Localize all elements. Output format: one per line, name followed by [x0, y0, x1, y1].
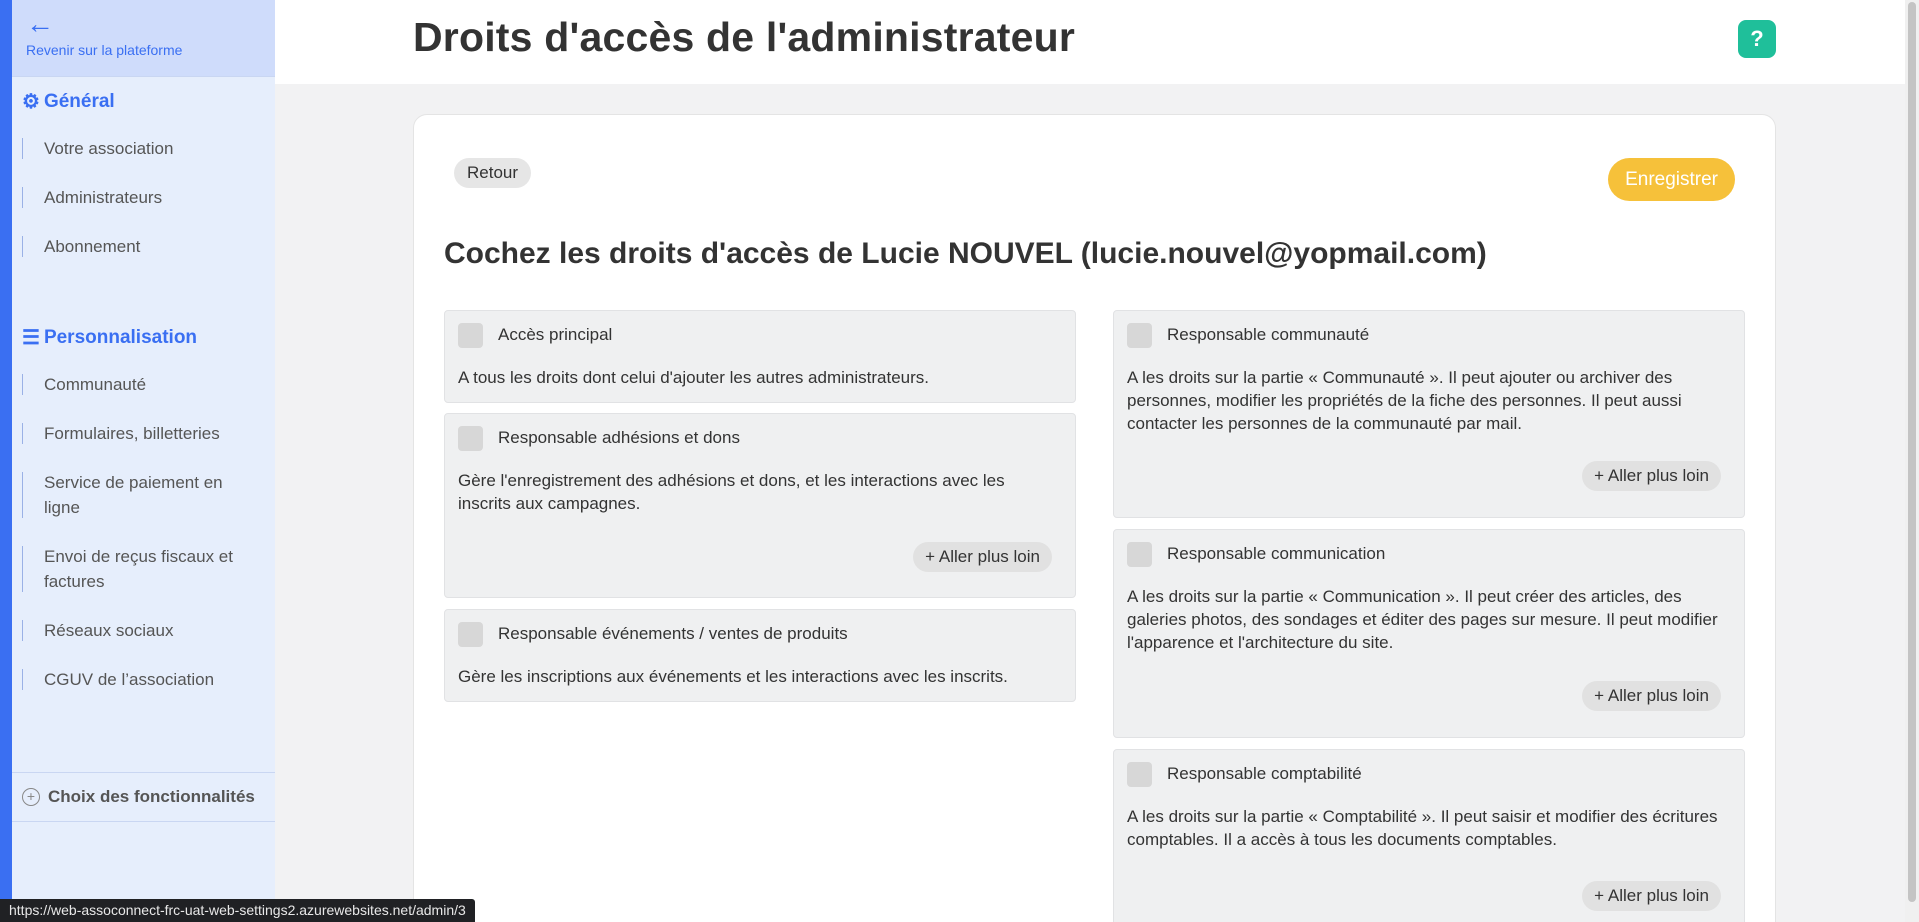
permission-title: Accès principal — [498, 325, 613, 344]
save-button[interactable]: Enregistrer — [1608, 158, 1735, 201]
permission-description: Gère les inscriptions aux événements et les interactions avec les inscrits. — [458, 667, 1008, 686]
permissions-heading: Cochez les droits d'accès de Lucie NOUVEL (lucie.nouvel@yopmail.com) — [444, 237, 1487, 270]
aller-plus-loin-button[interactable]: + Aller plus loin — [913, 542, 1052, 572]
permission-acces-principal — [444, 310, 1076, 403]
permission-description: A les droits sur la partie « Communication ». Il peut créer des articles, des galeries photos, des sondages et éditer des pages sur mesure. Il peut modifier l'apparence et l'architecture du site. — [1127, 587, 1718, 652]
sidebar-item-reseaux-sociaux[interactable]: Réseaux sociaux — [12, 606, 275, 655]
permission-comptabilite — [1113, 749, 1745, 922]
permission-title: Responsable adhésions et dons — [498, 428, 740, 447]
permissions-card — [413, 114, 1776, 922]
choix-fonctionnalites-label: Choix des fonctionnalités — [48, 787, 255, 806]
sidebar-item-votre-association[interactable]: Votre association — [12, 124, 275, 173]
permission-adhesions-dons — [444, 413, 1076, 598]
sidebar — [0, 0, 275, 922]
personnalisation-nav-list — [12, 360, 275, 704]
permission-title: Responsable comptabilité — [1167, 764, 1362, 783]
permission-communication — [1113, 529, 1745, 738]
sidebar-item-communaute[interactable]: Communauté — [12, 360, 275, 409]
sidebar-item-recus-fiscaux[interactable]: Envoi de reçus fiscaux et factures — [12, 532, 275, 606]
permission-title: Responsable événements / ventes de produits — [498, 624, 848, 643]
permission-checkbox[interactable] — [1127, 762, 1152, 787]
plus-circle-icon: + — [22, 788, 40, 806]
permission-checkbox[interactable] — [1127, 323, 1152, 348]
browser-status-url: https://web-assoconnect-frc-uat-web-settings2.azurewebsites.net/admin/3 — [0, 899, 475, 922]
list-icon: ☰ — [22, 327, 40, 349]
permission-evenements-ventes — [444, 609, 1076, 702]
permission-title: Responsable communauté — [1167, 325, 1370, 344]
scrollbar-thumb[interactable] — [1908, 2, 1916, 902]
general-nav-list — [12, 124, 275, 271]
page-header — [275, 0, 1919, 84]
permission-description: A les droits sur la partie « Comptabilité ». Il peut saisir et modifier des écritures comptables. Il a accès à tous les documents comptables. — [1127, 807, 1718, 849]
section-general-label: Général — [43, 90, 115, 112]
permission-checkbox[interactable] — [458, 622, 483, 647]
aller-plus-loin-button[interactable]: + Aller plus loin — [1582, 461, 1721, 491]
sidebar-item-service-paiement[interactable]: Service de paiement en ligne — [12, 458, 275, 532]
section-personnalisation-label: Personnalisation — [43, 326, 198, 348]
permission-communaute — [1113, 310, 1745, 518]
gear-icon: ⚙ — [22, 91, 40, 113]
sidebar-item-abonnement[interactable]: Abonnement — [12, 222, 275, 271]
permission-checkbox[interactable] — [1127, 542, 1152, 567]
back-to-platform-label: Revenir sur la plateforme — [26, 42, 183, 58]
section-general-title[interactable] — [12, 89, 275, 114]
sidebar-item-administrateurs[interactable]: Administrateurs — [12, 173, 275, 222]
section-personnalisation-title[interactable] — [12, 325, 275, 350]
arrow-left-icon: ← — [26, 8, 54, 39]
permission-checkbox[interactable] — [458, 323, 483, 348]
back-to-platform-link[interactable] — [12, 0, 275, 77]
sidebar-item-formulaires[interactable]: Formulaires, billetteries — [12, 409, 275, 458]
aller-plus-loin-button[interactable]: + Aller plus loin — [1582, 881, 1721, 911]
permission-description: A les droits sur la partie « Communauté ». Il peut ajouter ou archiver des personnes, modifier les propriétés de la fiche des personnes. Il peut aussi contacter les personnes de la communauté par mail. — [1127, 368, 1682, 433]
permission-description: A tous les droits dont celui d'ajouter les autres administrateurs. — [458, 368, 929, 387]
permission-description: Gère l'enregistrement des adhésions et dons, et les interactions avec les inscrits aux campagnes. — [458, 471, 1005, 513]
sidebar-item-cguv[interactable]: CGUV de l’association — [12, 655, 275, 704]
page-title: Droits d'accès de l'administrateur — [413, 14, 1076, 60]
aller-plus-loin-button[interactable]: + Aller plus loin — [1582, 681, 1721, 711]
permission-checkbox[interactable] — [458, 426, 483, 451]
permission-title: Responsable communication — [1167, 544, 1386, 563]
page-scrollbar[interactable] — [1905, 0, 1919, 922]
retour-button[interactable]: Retour — [454, 158, 531, 188]
choix-fonctionnalites-link[interactable] — [12, 772, 275, 822]
help-button[interactable]: ? — [1738, 20, 1776, 58]
